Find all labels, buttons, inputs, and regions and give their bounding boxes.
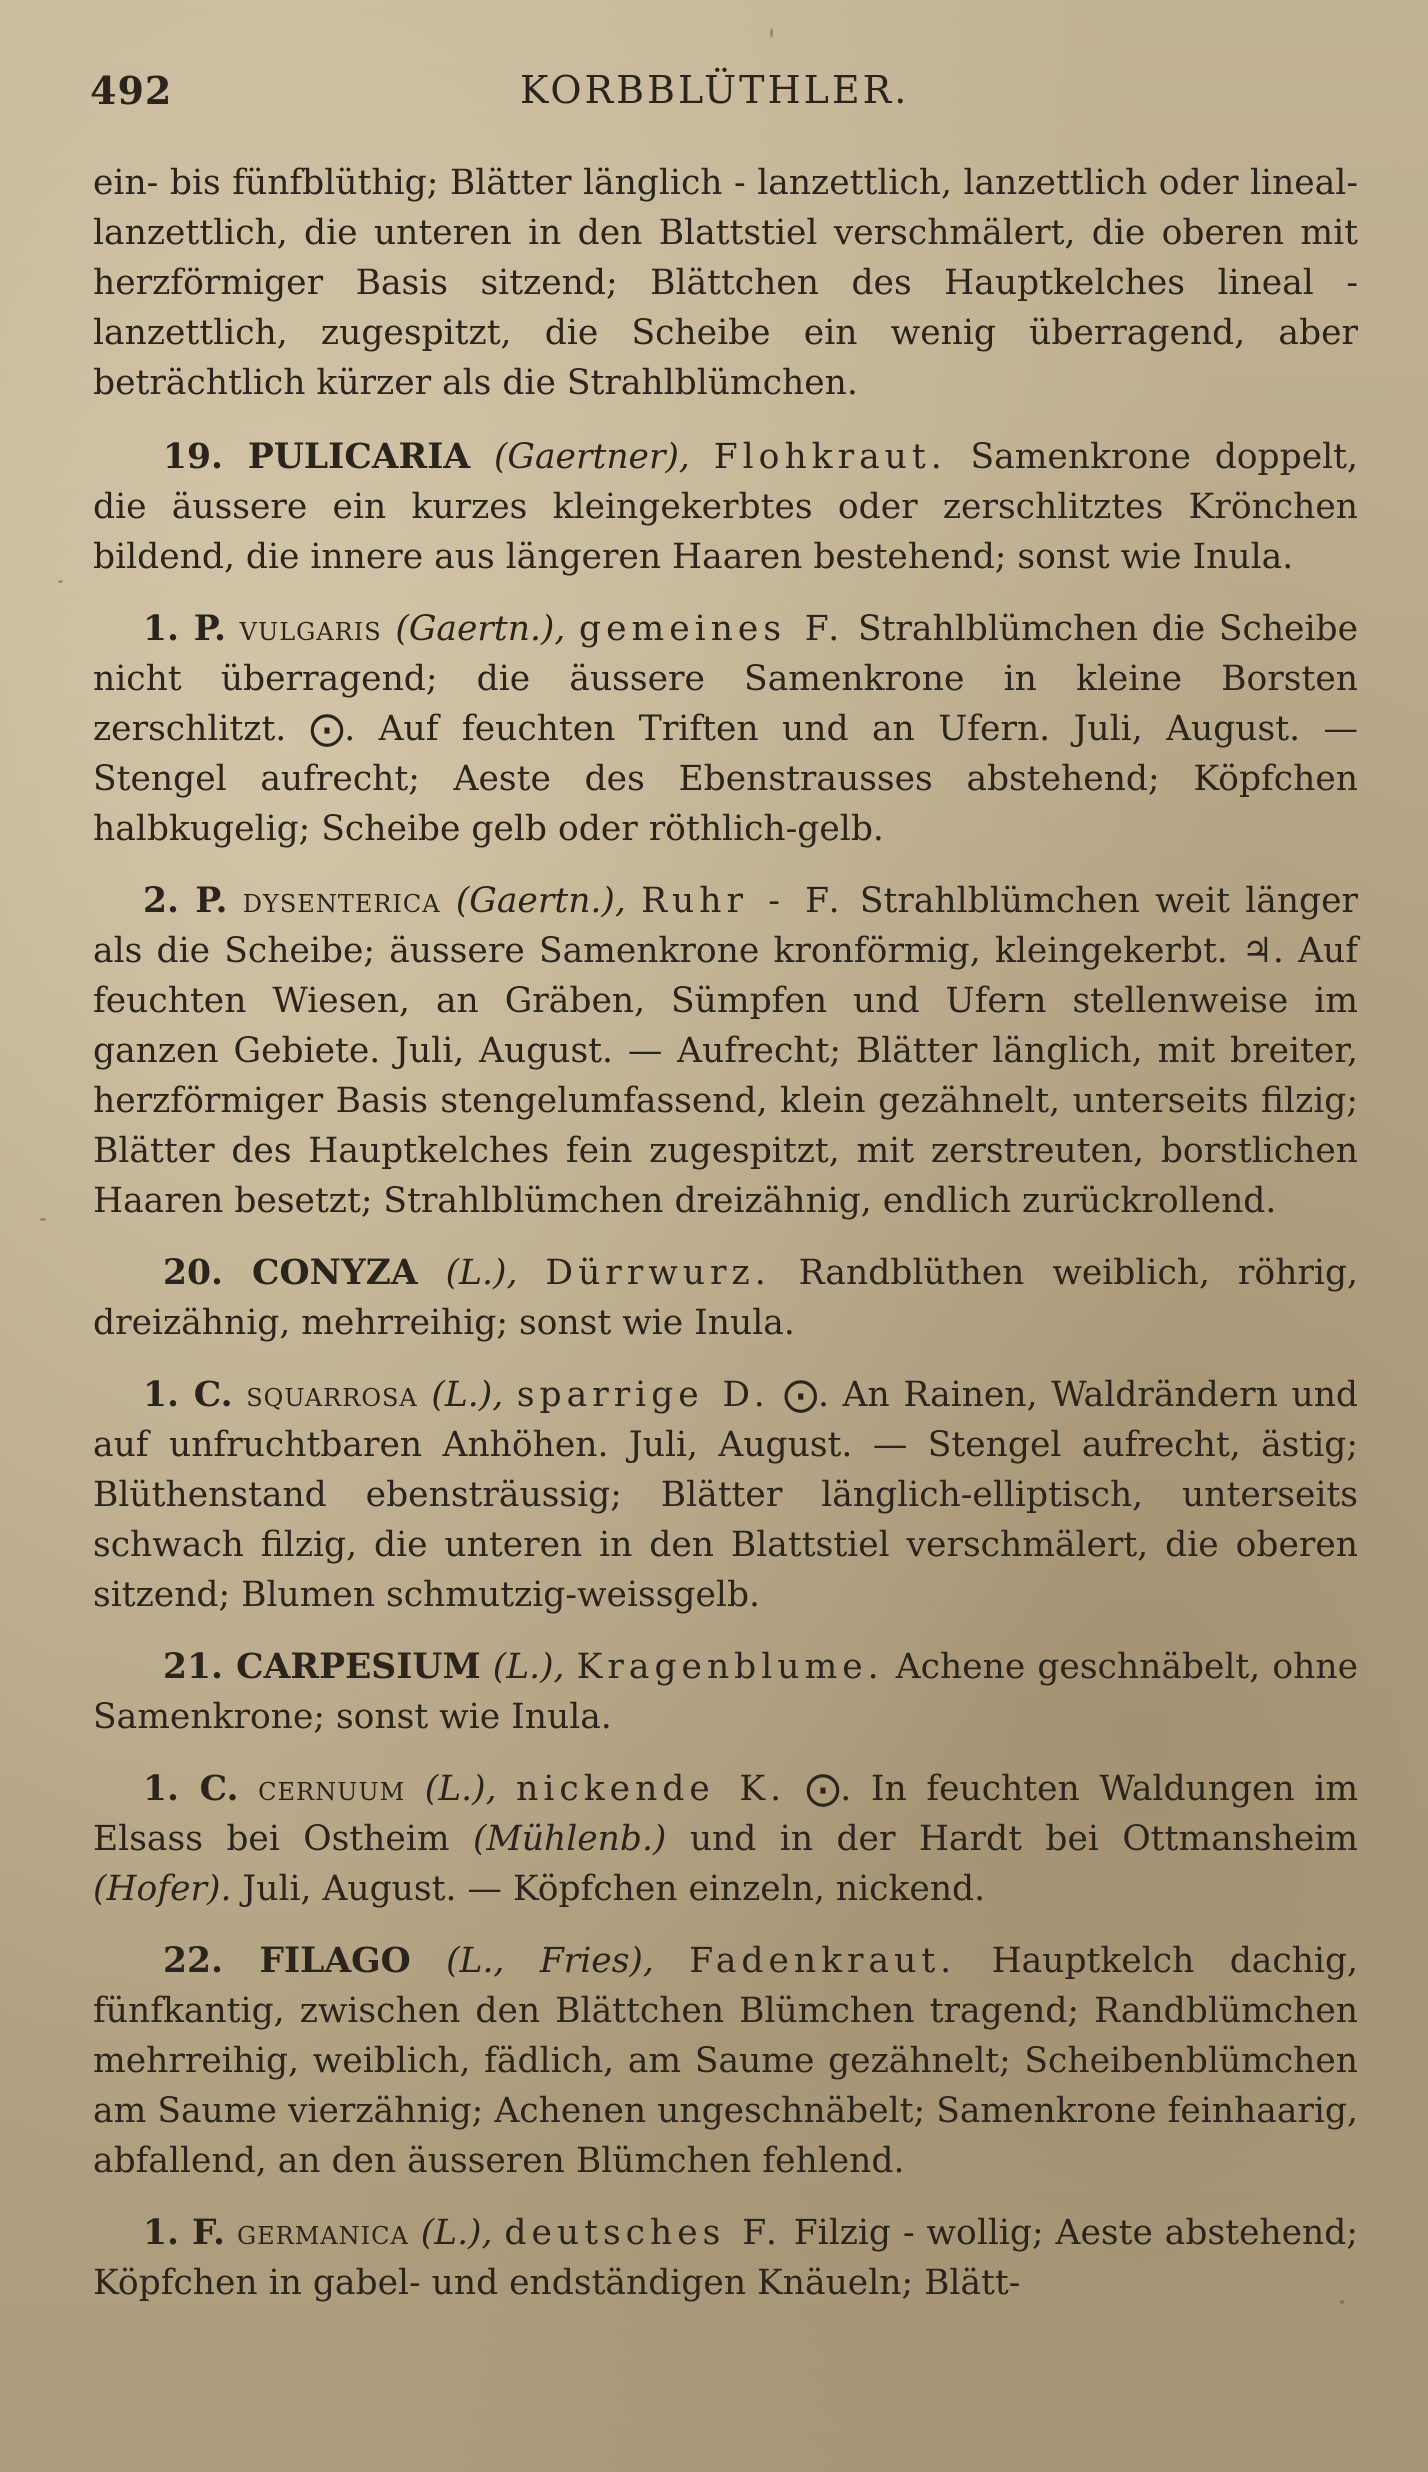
body-text	[93, 158, 1358, 2330]
species-description: Strahlblümchen weit länger als die Scheibe; äussere Samenkrone kronförmig, kleingekerbt. ♃. Auf feuchten Wiesen, an Gräben, Sümpfen und Ufern stellenweise im ganzen Gebiete. Juli, August. — Aufrecht; Blätter länglich, mit breiter, herzförmiger Basis stengelumfassend, klein gezähnelt, unterseits filzig; Blätter des Hauptkelches fein zugespitzt, mit zerstreuten, borstlichen Haaren besetzt; Strahlblümchen dreizähnig, endlich zurückrollend.	[93, 881, 1359, 1221]
species-filago-germanica	[93, 2208, 1358, 2308]
paper-speck	[1340, 2300, 1344, 2304]
common-name: Fadenkraut.	[689, 1941, 957, 1981]
author-citation: (Gaertn.),	[455, 881, 626, 921]
species-number: 1. F.	[143, 2213, 226, 2253]
page-header	[90, 68, 1355, 124]
species-description: Strahlblümchen die Scheibe nicht überragend; die äussere Samenkrone in kleine Borsten zerschlitzt. ⨀. Auf feuchten Triften und an Ufern. Juli, August. — Stengel aufrecht; Aeste des Ebenstrausses abstehend; Köpfchen halbkugelig; Scheibe gelb oder röthlich-gelb.	[93, 609, 1359, 849]
species-name: cernuum	[258, 1769, 406, 1809]
genus-carpesium	[93, 1642, 1358, 1742]
author-citation: (L.),	[424, 1769, 497, 1809]
species-pulicaria-vulgaris	[93, 604, 1358, 854]
common-name: Flohkraut.	[713, 437, 947, 477]
author-citation: (L.),	[445, 1253, 518, 1293]
species-description: Filzig - wollig; Aeste abstehend; Köpfchen in gabel- und endständigen Knäueln; Blätt-	[93, 2213, 1358, 2303]
genus-description: Randblüthen weiblich, röhrig, dreizähnig, mehrreihig; sonst wie Inula.	[93, 1253, 1358, 1343]
species-conyza-squarrosa	[93, 1370, 1358, 1620]
species-name: squarrosa	[246, 1375, 418, 1415]
genus-description: Achene geschnäbelt, ohne Samenkrone; sonst wie Inula.	[93, 1647, 1358, 1737]
common-name: nickende K.	[516, 1769, 787, 1809]
species-number: 1. C.	[143, 1375, 233, 1415]
species-name: dysenterica	[242, 881, 441, 921]
paper-speck	[770, 28, 773, 38]
common-name: deutsches F.	[504, 2213, 782, 2253]
genus-conyza	[93, 1248, 1358, 1348]
common-name: gemeines F.	[579, 609, 845, 649]
genus-description: Samenkrone doppelt, die äussere ein kurzes kleingekerbtes oder zerschlitztes Krönchen bildend, die innere aus längeren Haaren bestehend; sonst wie Inula.	[93, 437, 1359, 577]
species-number: 2. P.	[143, 881, 228, 921]
running-title: KORBBLÜTHLER.	[520, 68, 910, 112]
author-citation: (Gaertn.),	[395, 609, 566, 649]
author-citation: (L.),	[492, 1647, 565, 1687]
species-pulicaria-dysenterica	[93, 876, 1358, 1226]
species-description: ⨀. In feuchten Waldungen im Elsass bei Ostheim	[93, 1769, 1359, 1859]
genus-filago	[93, 1936, 1358, 2186]
species-name: germanica	[236, 2213, 409, 2253]
genus-description: Hauptkelch dachig, fünfkantig, zwischen den Blättchen Blümchen tragend; Randblümchen mehrreihig, weiblich, fädlich, am Saume gezähnelt; Scheibenblümchen am Saume vierzähnig; Achenen ungeschnäbelt; Samenkrone feinhaarig, abfallend, an den äusseren Blümchen fehlend.	[93, 1941, 1358, 2181]
author-citation: (Gaertner),	[493, 437, 690, 477]
species-description: und in der Hardt bei Ottmansheim	[689, 1819, 1359, 1859]
species-description: ⨀. An Rainen, Waldrändern und auf unfruchtbaren Anhöhen. Juli, August. — Stengel aufrecht, ästig; Blüthenstand ebensträussig; Blätter länglich-elliptisch, unterseits schwach filzig, die unteren in den Blattstiel verschmälert, die oberen sitzend; Blumen schmutzig-weissgelb.	[93, 1375, 1359, 1615]
common-name: Ruhr - F.	[641, 881, 845, 921]
citation: (Mühlenb.)	[472, 1819, 667, 1859]
species-number: 1. C.	[143, 1769, 239, 1809]
common-name: Dürrwurz.	[545, 1253, 771, 1293]
genus-label: 21. CARPESIUM	[163, 1647, 481, 1687]
citation: (Hofer).	[93, 1869, 232, 1909]
genus-label: 22. FILAGO	[163, 1941, 411, 1981]
paper-speck	[58, 580, 63, 583]
author-citation: (L.),	[431, 1375, 504, 1415]
paper-speck	[40, 1218, 46, 1221]
common-name: Kragenblume.	[576, 1647, 884, 1687]
species-description: Juli, August. — Köpfchen einzeln, nickend.	[242, 1869, 986, 1909]
continuation-paragraph: ein- bis fünfblüthig; Blätter länglich - lanzettlich, lanzettlich oder lineal-lanzettlich, die unteren in den Blattstiel verschmälert, die oberen mit herzförmiger Basis sitzend; Blättchen des Hauptkelches lineal - lanzettlich, zugespitzt, die Scheibe ein wenig überragend, aber beträchtlich kürzer als die Strahlblümchen.	[93, 163, 1358, 403]
genus-label: 20. CONYZA	[163, 1253, 418, 1293]
genus-pulicaria	[93, 432, 1358, 582]
author-citation: (L.),	[420, 2213, 493, 2253]
common-name: sparrige D.	[516, 1375, 770, 1415]
species-name: vulgaris	[239, 609, 382, 649]
genus-label: 19. PULICARIA	[163, 437, 471, 477]
author-citation: (L., Fries),	[446, 1941, 654, 1981]
species-carpesium-cernuum	[93, 1764, 1358, 1914]
species-number: 1. P.	[143, 609, 226, 649]
page-number: 492	[90, 68, 173, 113]
